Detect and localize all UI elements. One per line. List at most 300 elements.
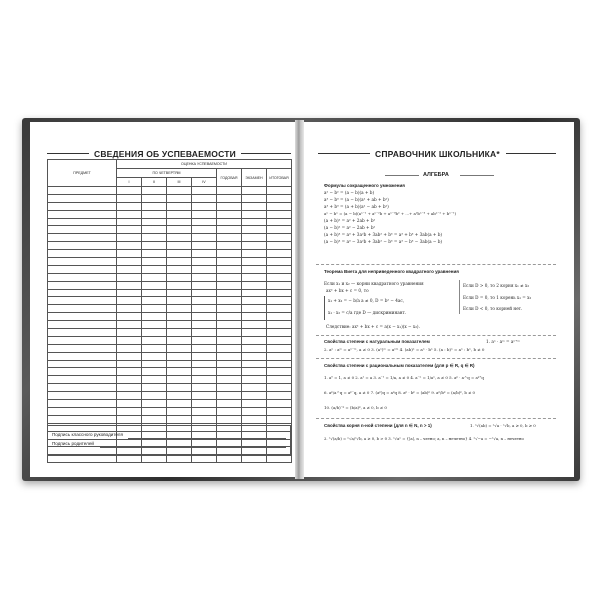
grade-cell[interactable] bbox=[167, 289, 192, 297]
subject-cell[interactable] bbox=[48, 297, 117, 305]
grade-cell[interactable] bbox=[217, 329, 242, 337]
grade-cell[interactable] bbox=[192, 281, 217, 289]
grade-cell[interactable] bbox=[117, 187, 142, 195]
grade-cell[interactable] bbox=[192, 194, 217, 202]
grade-cell[interactable] bbox=[192, 360, 217, 368]
grade-cell[interactable] bbox=[142, 336, 167, 344]
section-natural-powers: Свойства степени с натуральным показателем bbox=[324, 339, 430, 344]
parents-signature-label: Подпись родителей bbox=[52, 441, 94, 446]
header-year: ГОДОВАЯ bbox=[217, 169, 242, 187]
grade-cell[interactable] bbox=[142, 352, 167, 360]
grade-cell[interactable] bbox=[167, 368, 192, 376]
grade-cell[interactable] bbox=[117, 376, 142, 384]
grade-cell[interactable] bbox=[117, 242, 142, 250]
subject-cell[interactable] bbox=[48, 415, 117, 423]
grade-cell[interactable] bbox=[142, 281, 167, 289]
grades-table bbox=[47, 159, 292, 463]
subject-cell[interactable] bbox=[48, 321, 117, 329]
header-exam: ЭКЗАМЕН bbox=[242, 169, 267, 187]
grade-cell[interactable] bbox=[192, 289, 217, 297]
subject-cell[interactable] bbox=[48, 376, 117, 384]
grade-cell[interactable] bbox=[142, 305, 167, 313]
grade-cell[interactable] bbox=[267, 234, 292, 242]
grade-cell[interactable] bbox=[242, 218, 267, 226]
grade-cell[interactable] bbox=[117, 273, 142, 281]
grade-cell[interactable] bbox=[192, 329, 217, 337]
grade-cell[interactable] bbox=[117, 360, 142, 368]
table-row bbox=[48, 289, 292, 297]
grade-cell[interactable] bbox=[167, 218, 192, 226]
grade-cell[interactable] bbox=[167, 329, 192, 337]
grade-cell[interactable] bbox=[167, 226, 192, 234]
subject-cell[interactable] bbox=[48, 289, 117, 297]
right-page-title: СПРАВОЧНИК ШКОЛЬНИКА* bbox=[375, 149, 500, 159]
grade-cell[interactable] bbox=[267, 265, 292, 273]
grade-cell[interactable] bbox=[242, 415, 267, 423]
grade-cell[interactable] bbox=[267, 226, 292, 234]
grade-cell[interactable] bbox=[242, 194, 267, 202]
grade-cell[interactable] bbox=[117, 218, 142, 226]
grade-cell[interactable] bbox=[117, 368, 142, 376]
grade-cell[interactable] bbox=[192, 392, 217, 400]
grade-cell[interactable] bbox=[117, 281, 142, 289]
grade-cell[interactable] bbox=[267, 392, 292, 400]
grade-cell[interactable] bbox=[142, 313, 167, 321]
vieta-brace bbox=[324, 296, 325, 320]
algebra-heading: АЛГЕБРА bbox=[423, 172, 449, 178]
title-rule-right bbox=[241, 153, 291, 154]
grade-cell[interactable] bbox=[117, 336, 142, 344]
table-row bbox=[48, 273, 292, 281]
grade-cell[interactable] bbox=[142, 344, 167, 352]
grade-cell[interactable] bbox=[217, 218, 242, 226]
grade-cell[interactable] bbox=[117, 329, 142, 337]
grade-cell[interactable] bbox=[167, 360, 192, 368]
grade-cell[interactable] bbox=[167, 281, 192, 289]
subject-cell[interactable] bbox=[48, 313, 117, 321]
grade-cell[interactable] bbox=[242, 352, 267, 360]
grade-cell[interactable] bbox=[267, 384, 292, 392]
grade-cell[interactable] bbox=[192, 250, 217, 258]
subject-cell[interactable] bbox=[48, 329, 117, 337]
grade-cell[interactable] bbox=[242, 321, 267, 329]
grade-cell[interactable] bbox=[192, 415, 217, 423]
grade-cell[interactable] bbox=[267, 368, 292, 376]
grade-cell[interactable] bbox=[192, 265, 217, 273]
grade-cell[interactable] bbox=[267, 202, 292, 210]
grade-cell[interactable] bbox=[267, 194, 292, 202]
vieta-line: ax² + bx + c = 0, то bbox=[326, 288, 369, 293]
grade-cell[interactable] bbox=[192, 368, 217, 376]
subject-cell[interactable] bbox=[48, 273, 117, 281]
grade-cell[interactable] bbox=[242, 289, 267, 297]
grade-cell[interactable] bbox=[217, 265, 242, 273]
grade-cell[interactable] bbox=[267, 250, 292, 258]
grade-cell[interactable] bbox=[192, 336, 217, 344]
grade-cell[interactable] bbox=[217, 210, 242, 218]
subject-cell[interactable] bbox=[48, 384, 117, 392]
formula-line: (a − b)³ = a³ − 3a²b + 3ab² − b³ = a³ − b³ − 3ab(a − b) bbox=[324, 239, 443, 244]
grade-cell[interactable] bbox=[117, 194, 142, 202]
grade-cell[interactable] bbox=[217, 226, 242, 234]
table-row bbox=[48, 352, 292, 360]
table-row bbox=[48, 313, 292, 321]
grade-cell[interactable] bbox=[242, 305, 267, 313]
table-row bbox=[48, 415, 292, 423]
grade-cell[interactable] bbox=[167, 400, 192, 408]
section-rational-powers: Свойства степени с рациональным показателем (для p ∈ R, q ∈ R) bbox=[324, 363, 475, 368]
grade-cell[interactable] bbox=[242, 297, 267, 305]
grade-cell[interactable] bbox=[142, 407, 167, 415]
grade-cell[interactable] bbox=[217, 376, 242, 384]
grade-cell[interactable] bbox=[167, 376, 192, 384]
grade-cell[interactable] bbox=[242, 329, 267, 337]
grade-cell[interactable] bbox=[267, 407, 292, 415]
grade-cell[interactable] bbox=[142, 321, 167, 329]
subject-cell[interactable] bbox=[48, 281, 117, 289]
grade-cell[interactable] bbox=[142, 234, 167, 242]
subject-cell[interactable] bbox=[48, 352, 117, 360]
subject-cell[interactable] bbox=[48, 202, 117, 210]
header-quarters: ПО ЧЕТВЕРТЯМ bbox=[117, 169, 217, 178]
grade-cell[interactable] bbox=[142, 194, 167, 202]
grade-cell[interactable] bbox=[267, 187, 292, 195]
grade-cell[interactable] bbox=[217, 305, 242, 313]
grade-cell[interactable] bbox=[267, 329, 292, 337]
subject-cell[interactable] bbox=[48, 250, 117, 258]
teacher-signature-label: Подпись классного руководителя bbox=[52, 432, 123, 437]
table-row bbox=[48, 194, 292, 202]
grade-cell[interactable] bbox=[267, 305, 292, 313]
grade-cell[interactable] bbox=[142, 258, 167, 266]
grade-cell[interactable] bbox=[242, 368, 267, 376]
left-page-title: СВЕДЕНИЯ ОБ УСПЕВАЕМОСТИ bbox=[94, 149, 236, 159]
grade-cell[interactable] bbox=[217, 250, 242, 258]
grade-cell[interactable] bbox=[242, 407, 267, 415]
grade-cell[interactable] bbox=[142, 242, 167, 250]
grade-cell[interactable] bbox=[242, 187, 267, 195]
grade-cell[interactable] bbox=[242, 226, 267, 234]
grade-cell[interactable] bbox=[192, 305, 217, 313]
grade-cell[interactable] bbox=[267, 336, 292, 344]
subject-cell[interactable] bbox=[48, 344, 117, 352]
subject-cell[interactable] bbox=[48, 305, 117, 313]
grade-cell[interactable] bbox=[142, 297, 167, 305]
grade-cell[interactable] bbox=[217, 407, 242, 415]
table-row bbox=[48, 242, 292, 250]
grade-cell[interactable] bbox=[167, 242, 192, 250]
grade-cell[interactable] bbox=[267, 218, 292, 226]
grade-cell[interactable] bbox=[142, 202, 167, 210]
section-vieta-theorem: Теорема Виета для неприведенного квадратного уравнения bbox=[324, 269, 459, 274]
rational-power-rules: 1. a⁰ = 1, a ≠ 0 2. a¹ = a 3. a⁻¹ = 1/a, a ≠ 0 4. a⁻ⁿ = 1/aⁿ, a ≠ 0 5. aᵖ · a^q = aᵖ⁺q bbox=[324, 375, 484, 380]
formula-line: aⁿ − bⁿ = (a − b)(aⁿ⁻¹ + aⁿ⁻²b + aⁿ⁻³b² + ...+ a²bⁿ⁻³ + abⁿ⁻² + bⁿ⁻¹) bbox=[324, 211, 457, 216]
grade-cell[interactable] bbox=[217, 234, 242, 242]
grade-cell[interactable] bbox=[167, 258, 192, 266]
grade-cell[interactable] bbox=[217, 415, 242, 423]
grade-cell[interactable] bbox=[192, 376, 217, 384]
grade-cell[interactable] bbox=[167, 265, 192, 273]
grade-cell[interactable] bbox=[117, 305, 142, 313]
grade-cell[interactable] bbox=[142, 273, 167, 281]
grade-cell[interactable] bbox=[142, 265, 167, 273]
grade-cell[interactable] bbox=[242, 234, 267, 242]
grade-cell[interactable] bbox=[167, 202, 192, 210]
grade-cell[interactable] bbox=[242, 360, 267, 368]
header-final: ИТОГОВАЯ bbox=[267, 169, 292, 187]
subject-cell[interactable] bbox=[48, 400, 117, 408]
grade-cell[interactable] bbox=[267, 281, 292, 289]
subject-cell[interactable] bbox=[48, 392, 117, 400]
header-quarter-2: II bbox=[142, 178, 167, 187]
grade-cell[interactable] bbox=[192, 258, 217, 266]
grade-cell[interactable] bbox=[242, 265, 267, 273]
grade-cell[interactable] bbox=[242, 384, 267, 392]
grade-cell[interactable] bbox=[192, 344, 217, 352]
grade-cell[interactable] bbox=[167, 187, 192, 195]
grade-cell[interactable] bbox=[192, 407, 217, 415]
grade-cell[interactable] bbox=[167, 384, 192, 392]
grade-cell[interactable] bbox=[192, 218, 217, 226]
grade-cell[interactable] bbox=[167, 392, 192, 400]
discriminant-case: Если D = 0, то 1 корень x₁ = x₂ bbox=[463, 295, 532, 300]
subject-cell[interactable] bbox=[48, 226, 117, 234]
grade-cell[interactable] bbox=[192, 384, 217, 392]
table-row bbox=[48, 250, 292, 258]
grade-cell[interactable] bbox=[117, 297, 142, 305]
grade-cell[interactable] bbox=[242, 210, 267, 218]
grade-cell[interactable] bbox=[167, 407, 192, 415]
grade-cell[interactable] bbox=[117, 415, 142, 423]
table-row bbox=[48, 368, 292, 376]
grade-cell[interactable] bbox=[217, 321, 242, 329]
grade-cell[interactable] bbox=[167, 415, 192, 423]
grade-cell[interactable] bbox=[142, 187, 167, 195]
table-row bbox=[48, 187, 292, 195]
grade-cell[interactable] bbox=[142, 360, 167, 368]
grade-cell[interactable] bbox=[217, 352, 242, 360]
grade-cell[interactable] bbox=[167, 321, 192, 329]
table-row bbox=[48, 321, 292, 329]
grade-cell[interactable] bbox=[242, 313, 267, 321]
grade-cell[interactable] bbox=[267, 360, 292, 368]
grade-cell[interactable] bbox=[117, 210, 142, 218]
grade-cell[interactable] bbox=[142, 226, 167, 234]
vieta-line: x₁ + x₂ = − b/a a ≠ 0, D = b² − 4ac, bbox=[328, 298, 405, 303]
grade-cell[interactable] bbox=[192, 187, 217, 195]
table-row bbox=[48, 407, 292, 415]
table-row bbox=[48, 226, 292, 234]
grade-cell[interactable] bbox=[167, 344, 192, 352]
grade-cell[interactable] bbox=[167, 352, 192, 360]
grade-cell[interactable] bbox=[242, 336, 267, 344]
grade-cell[interactable] bbox=[142, 289, 167, 297]
teacher-signature-line bbox=[128, 438, 286, 439]
grade-cell[interactable] bbox=[217, 344, 242, 352]
grade-cell[interactable] bbox=[117, 250, 142, 258]
grade-cell[interactable] bbox=[167, 297, 192, 305]
grade-cell[interactable] bbox=[167, 273, 192, 281]
subject-cell[interactable] bbox=[48, 234, 117, 242]
vieta-line: Если x₁ и x₂ — корни квадратного уравнения bbox=[324, 281, 424, 286]
grade-cell[interactable] bbox=[142, 392, 167, 400]
grade-cell[interactable] bbox=[242, 400, 267, 408]
subject-cell[interactable] bbox=[48, 258, 117, 266]
subject-cell[interactable] bbox=[48, 407, 117, 415]
grade-cell[interactable] bbox=[142, 210, 167, 218]
grade-cell[interactable] bbox=[142, 376, 167, 384]
rational-power-rules: 10. (a/b)⁻ᵖ = (b/a)ᵖ, a ≠ 0, b ≠ 0 bbox=[324, 405, 387, 410]
header-subject: ПРЕДМЕТ bbox=[48, 160, 117, 187]
subject-cell[interactable] bbox=[48, 218, 117, 226]
grade-cell[interactable] bbox=[142, 250, 167, 258]
grade-cell[interactable] bbox=[117, 258, 142, 266]
grade-cell[interactable] bbox=[117, 265, 142, 273]
grade-cell[interactable] bbox=[192, 313, 217, 321]
grade-cell[interactable] bbox=[267, 313, 292, 321]
header-quarter-4: IV bbox=[192, 178, 217, 187]
grade-cell[interactable] bbox=[142, 218, 167, 226]
grade-cell[interactable] bbox=[217, 297, 242, 305]
grade-cell[interactable] bbox=[192, 234, 217, 242]
right-title-rule-right bbox=[506, 153, 556, 154]
table-row bbox=[48, 329, 292, 337]
grade-cell[interactable] bbox=[242, 202, 267, 210]
grade-cell[interactable] bbox=[217, 360, 242, 368]
grade-cell[interactable] bbox=[142, 329, 167, 337]
grade-cell[interactable] bbox=[217, 336, 242, 344]
grade-cell[interactable] bbox=[142, 368, 167, 376]
formula-line: (a + b)² = a² + 2ab + b² bbox=[324, 218, 376, 223]
subject-cell[interactable] bbox=[48, 210, 117, 218]
grade-cell[interactable] bbox=[192, 297, 217, 305]
grade-cell[interactable] bbox=[192, 273, 217, 281]
grade-cell[interactable] bbox=[117, 321, 142, 329]
grade-cell[interactable] bbox=[267, 376, 292, 384]
grade-cell[interactable] bbox=[167, 305, 192, 313]
grade-cell[interactable] bbox=[167, 234, 192, 242]
grade-cell[interactable] bbox=[142, 400, 167, 408]
grades-table-body bbox=[48, 187, 292, 463]
title-rule-left bbox=[47, 153, 89, 154]
grade-cell[interactable] bbox=[117, 407, 142, 415]
grade-cell[interactable] bbox=[242, 273, 267, 281]
grade-cell[interactable] bbox=[142, 415, 167, 423]
grade-cell[interactable] bbox=[117, 202, 142, 210]
grade-cell[interactable] bbox=[167, 336, 192, 344]
section-divider bbox=[316, 358, 556, 359]
grade-cell[interactable] bbox=[242, 281, 267, 289]
subject-cell[interactable] bbox=[48, 336, 117, 344]
grade-cell[interactable] bbox=[267, 210, 292, 218]
root-rule-1: 1. ⁿ√(ab) = ⁿ√a · ⁿ√b, a ≥ 0, b ≥ 0 bbox=[470, 423, 536, 428]
grade-cell[interactable] bbox=[217, 392, 242, 400]
grade-cell[interactable] bbox=[267, 289, 292, 297]
grade-cell[interactable] bbox=[267, 321, 292, 329]
section-abbreviated-multiplication: Формулы сокращенного умножения bbox=[324, 183, 405, 188]
grade-cell[interactable] bbox=[217, 400, 242, 408]
grade-cell[interactable] bbox=[242, 392, 267, 400]
table-row bbox=[48, 297, 292, 305]
discriminant-case: Если D > 0, то 2 корня x₁ ≠ x₂ bbox=[463, 283, 530, 288]
grade-cell[interactable] bbox=[267, 352, 292, 360]
grade-cell[interactable] bbox=[267, 400, 292, 408]
grade-cell[interactable] bbox=[217, 202, 242, 210]
grade-cell[interactable] bbox=[267, 258, 292, 266]
header-quarter-3: III bbox=[167, 178, 192, 187]
grade-cell[interactable] bbox=[192, 352, 217, 360]
grade-cell[interactable] bbox=[117, 392, 142, 400]
grade-cell[interactable] bbox=[117, 234, 142, 242]
power-rule-1: 1. aⁿ · aᵐ = aⁿ⁺ᵐ bbox=[486, 339, 520, 344]
vieta-column-divider bbox=[459, 280, 460, 314]
grade-cell[interactable] bbox=[217, 273, 242, 281]
grade-cell[interactable] bbox=[242, 242, 267, 250]
grade-cell[interactable] bbox=[117, 289, 142, 297]
subject-cell[interactable] bbox=[48, 265, 117, 273]
grade-cell[interactable] bbox=[267, 242, 292, 250]
grade-cell[interactable] bbox=[267, 297, 292, 305]
subject-cell[interactable] bbox=[48, 194, 117, 202]
grade-cell[interactable] bbox=[117, 226, 142, 234]
table-row bbox=[48, 218, 292, 226]
grade-cell[interactable] bbox=[217, 281, 242, 289]
grade-cell[interactable] bbox=[117, 313, 142, 321]
grade-cell[interactable] bbox=[117, 400, 142, 408]
grade-cell[interactable] bbox=[192, 226, 217, 234]
grade-cell[interactable] bbox=[167, 313, 192, 321]
grade-cell[interactable] bbox=[192, 242, 217, 250]
grade-cell[interactable] bbox=[192, 210, 217, 218]
grade-cell[interactable] bbox=[242, 344, 267, 352]
table-row bbox=[48, 202, 292, 210]
grade-cell[interactable] bbox=[142, 384, 167, 392]
subject-cell[interactable] bbox=[48, 368, 117, 376]
subject-cell[interactable] bbox=[48, 242, 117, 250]
grade-cell[interactable] bbox=[217, 384, 242, 392]
grade-cell[interactable] bbox=[167, 250, 192, 258]
grade-cell[interactable] bbox=[217, 258, 242, 266]
right-title-rule-left bbox=[318, 153, 370, 154]
grade-cell[interactable] bbox=[117, 384, 142, 392]
grade-cell[interactable] bbox=[167, 210, 192, 218]
grade-cell[interactable] bbox=[192, 400, 217, 408]
grade-cell[interactable] bbox=[217, 194, 242, 202]
grade-cell[interactable] bbox=[217, 368, 242, 376]
table-row bbox=[48, 392, 292, 400]
grade-cell[interactable] bbox=[242, 376, 267, 384]
subject-cell[interactable] bbox=[48, 360, 117, 368]
grade-cell[interactable] bbox=[267, 344, 292, 352]
grade-cell[interactable] bbox=[117, 344, 142, 352]
grade-cell[interactable] bbox=[267, 273, 292, 281]
grade-cell[interactable] bbox=[217, 187, 242, 195]
grade-cell[interactable] bbox=[192, 202, 217, 210]
grade-cell[interactable] bbox=[217, 242, 242, 250]
grade-cell[interactable] bbox=[267, 415, 292, 423]
grade-cell[interactable] bbox=[217, 289, 242, 297]
grade-cell[interactable] bbox=[242, 250, 267, 258]
algebra-rule-left bbox=[385, 175, 419, 176]
subject-cell[interactable] bbox=[48, 187, 117, 195]
grade-cell[interactable] bbox=[242, 258, 267, 266]
grade-cell[interactable] bbox=[192, 321, 217, 329]
grade-cell[interactable] bbox=[117, 352, 142, 360]
table-row bbox=[48, 376, 292, 384]
formula-line: a³ − b³ = (a − b)(a² + ab + b²) bbox=[324, 197, 389, 202]
grade-cell[interactable] bbox=[217, 313, 242, 321]
grade-cell[interactable] bbox=[167, 194, 192, 202]
